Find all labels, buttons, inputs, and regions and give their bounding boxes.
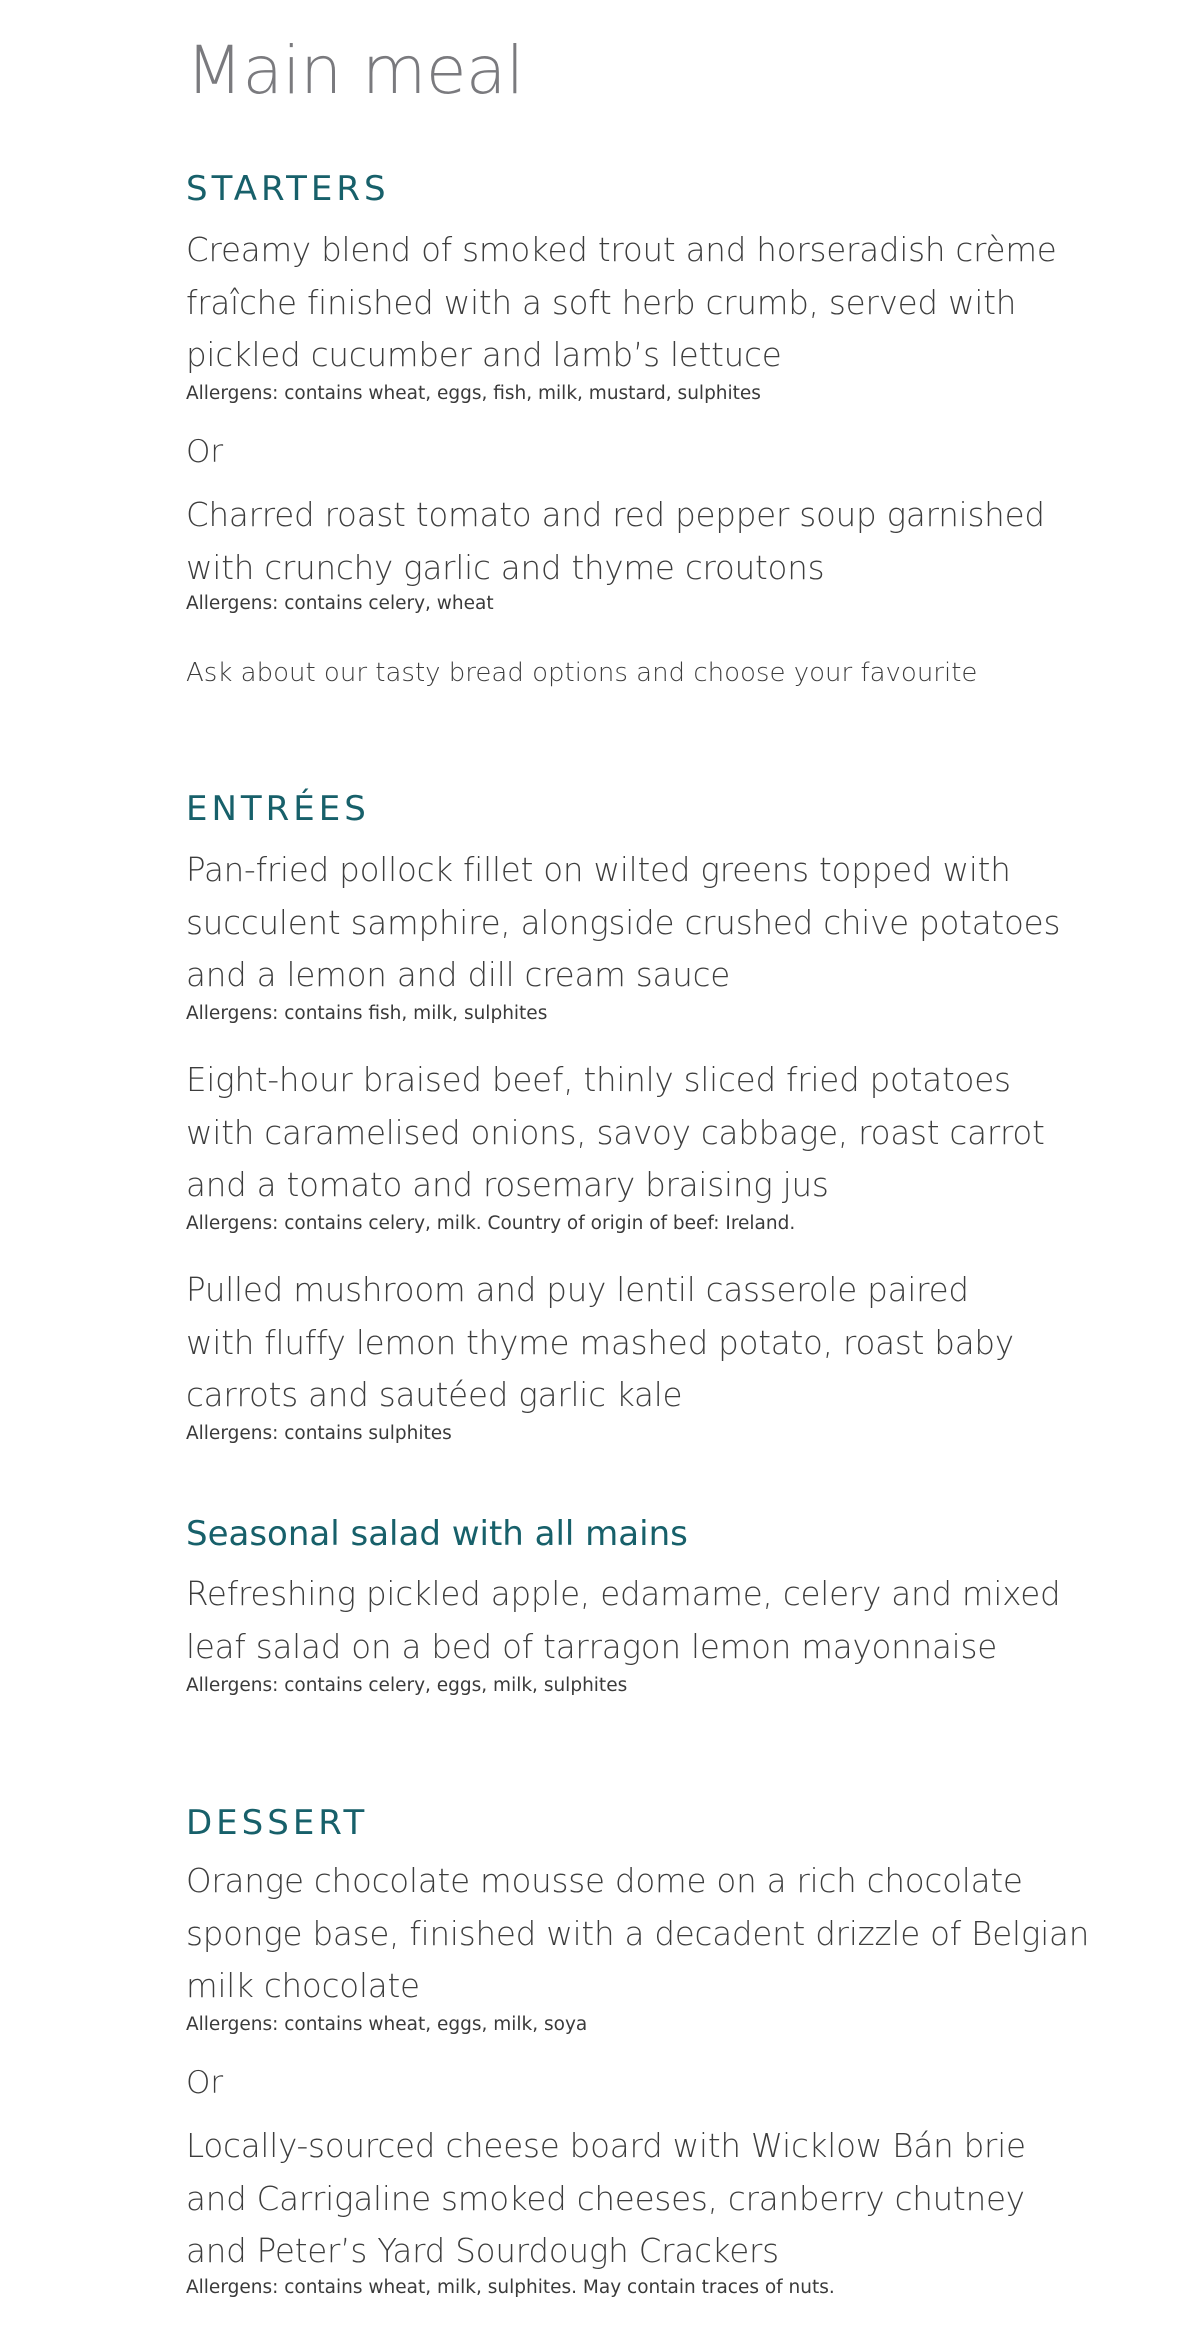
dish-description-line: leaf salad on a bed of tarragon lemon mayonnaise [186,1627,998,1666]
dish-description-line: sponge base, finished with a decadent drizzle of Belgian [186,1914,1090,1953]
dish-description-line: with fluffy lemon thyme mashed potato, roast baby [186,1323,1014,1362]
dish-description-line: carrots and sautéed garlic kale [186,1376,683,1414]
salad-item [186,1568,1060,1673]
dish-description-line: and Peter’s Yard Sourdough Crackers [186,2232,779,2270]
starter-item-2 [186,489,1045,594]
or-label: Or [186,2065,224,2101]
allergens-text: Allergens: contains fish, milk, sulphites [186,1003,548,1024]
dish-description-line: Creamy blend of smoked trout and horseradish crème [186,231,1057,269]
dish-description-line: Pan-fried pollock fillet on wilted greens topped with [186,851,1011,889]
dish-description-line: and Carrigaline smoked cheeses, cranberry chutney [186,2179,1025,2218]
entrees-heading: ENTRÉES [186,789,370,829]
allergens-text: Allergens: contains celery, wheat [186,593,494,614]
entree-item-1 [186,844,1060,1002]
bread-note: Ask about our tasty bread options and choose your favourite [186,658,978,688]
starter-item-1 [186,224,1057,382]
entree-item-2 [186,1054,1045,1212]
dish-description-line: with crunchy garlic and thyme croutons [186,548,825,587]
salad-heading: Seasonal salad with all mains [186,1514,688,1554]
dish-description-line: and a tomato and rosemary braising jus [186,1166,829,1204]
dish-description-line: Orange chocolate mousse dome on a rich chocolate [186,1862,1023,1900]
page-title: Main meal [186,32,524,109]
dish-description-line: pickled cucumber and lamb’s lettuce [186,336,782,374]
allergens-text: Allergens: contains sulphites [186,1423,452,1444]
dish-description-line: milk chocolate [186,1967,420,2005]
dish-description-line: and a lemon and dill cream sauce [186,956,731,994]
allergens-text: Allergens: contains celery, milk. Country of origin of beef: Ireland. [186,1213,796,1234]
entree-item-3 [186,1264,1014,1422]
starters-heading: STARTERS [186,169,390,209]
dish-description-line: fraîche finished with a soft herb crumb, served with [186,283,1017,322]
allergens-text: Allergens: contains wheat, milk, sulphites. May contain traces of nuts. [186,2277,835,2298]
dessert-heading: DESSERT [186,1803,369,1843]
dish-description-line: Locally-sourced cheese board with Wicklow Bán brie [186,2127,1026,2165]
dish-description-line: Refreshing pickled apple, edamame, celery and mixed [186,1575,1061,1613]
dessert-item-1 [186,1855,1089,2013]
dish-description-line: succulent samphire, alongside crushed chive potatoes [186,903,1061,942]
dish-description-line: Charred roast tomato and red pepper soup garnished [186,496,1045,534]
dish-description-line: with caramelised onions, savoy cabbage, roast carrot [186,1113,1045,1152]
dessert-item-2 [186,2120,1026,2278]
allergens-text: Allergens: contains celery, eggs, milk, sulphites [186,1675,628,1696]
allergens-text: Allergens: contains wheat, eggs, fish, milk, mustard, sulphites [186,383,761,404]
dish-description-line: Eight-hour braised beef, thinly sliced fried potatoes [186,1061,1011,1099]
dish-description-line: Pulled mushroom and puy lentil casserole paired [186,1271,969,1309]
allergens-text: Allergens: contains wheat, eggs, milk, soya [186,2014,588,2035]
or-label: Or [186,434,224,470]
